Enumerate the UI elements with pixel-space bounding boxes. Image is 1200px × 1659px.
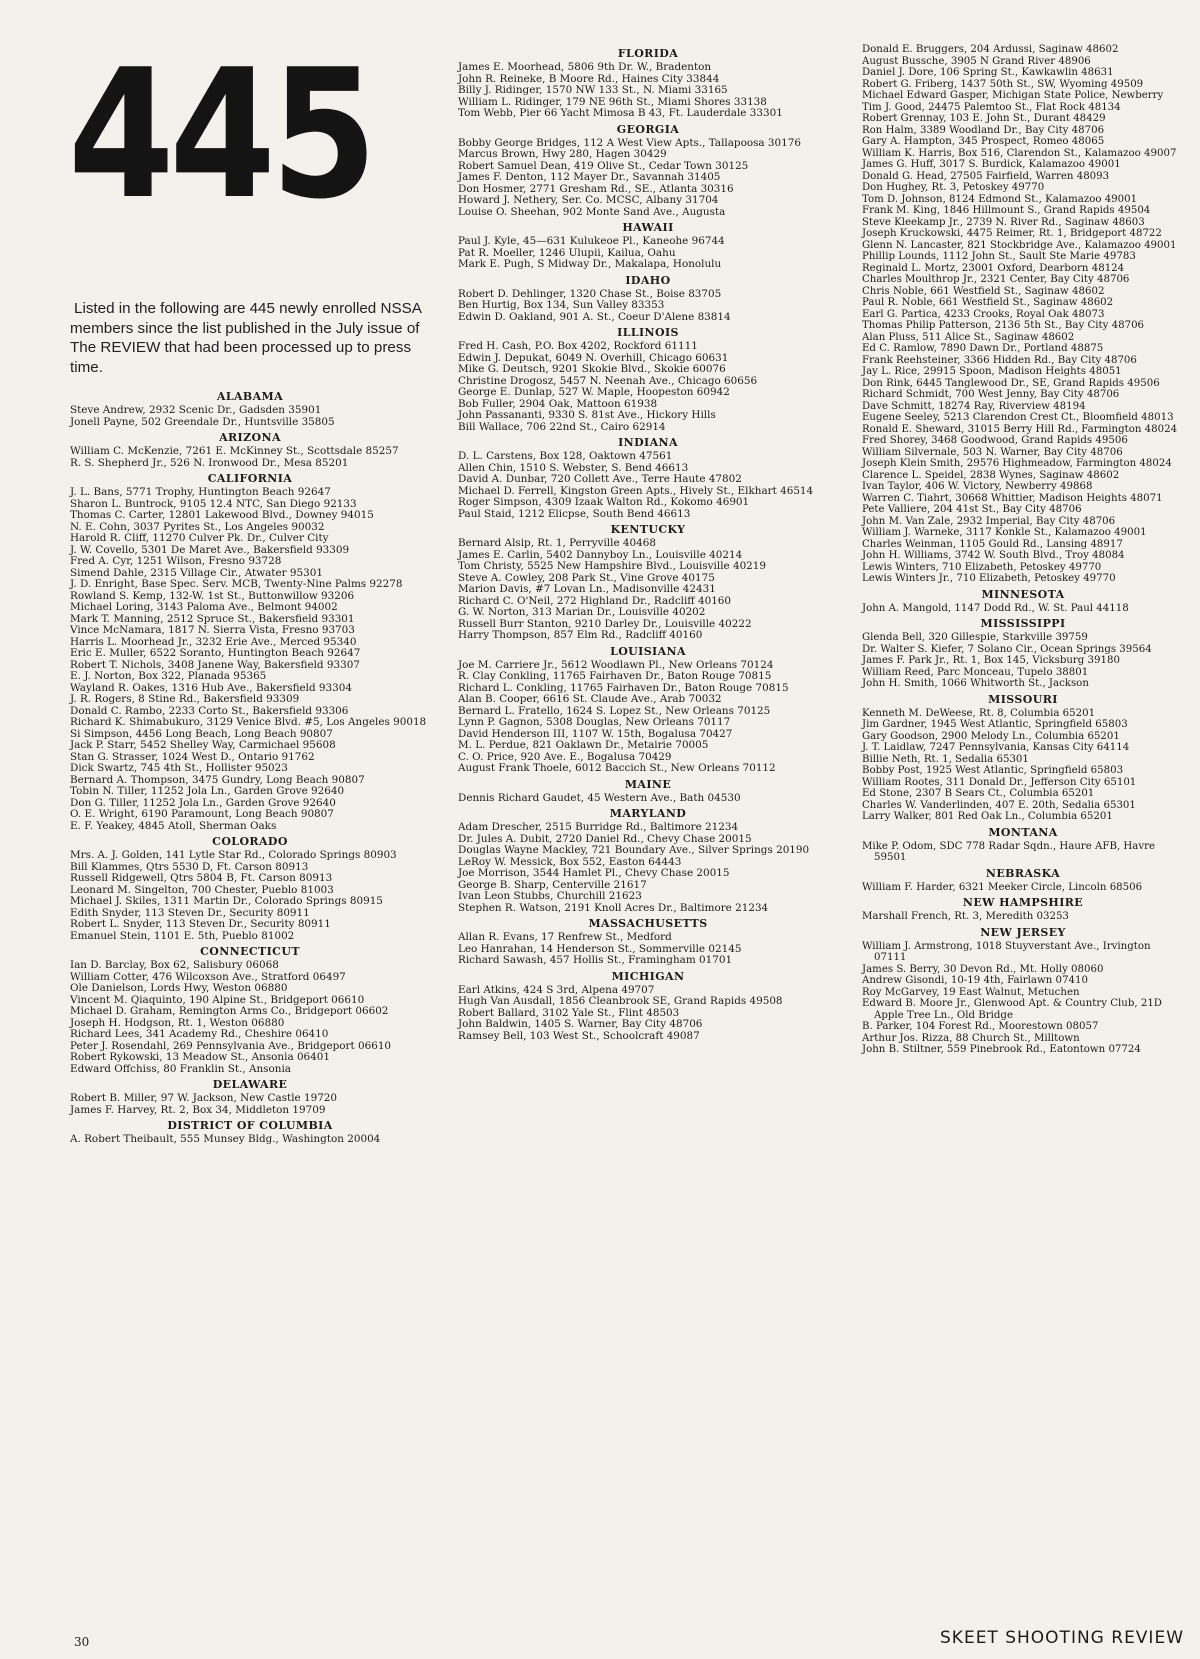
member-entry: R. S. Shepherd Jr., 526 N. Ironwood Dr., Mesa 85201 bbox=[70, 456, 349, 469]
member-entry: Dr. Jules A. Dubit, 2720 Daniel Rd., Chevy Chase 20015 bbox=[458, 832, 752, 845]
member-entry: James E. Moorhead, 5806 9th Dr. W., Bradenton bbox=[458, 61, 712, 73]
member-entry: B. Parker, 104 Forest Rd., Moorestown 08057 bbox=[862, 1021, 1099, 1032]
member-entry: Peter J. Rosendahl, 269 Pennsylvania Ave., Bridgeport 06610 bbox=[70, 1039, 392, 1052]
state-section bbox=[862, 895, 1184, 923]
column-3 bbox=[862, 44, 1184, 1056]
state-section bbox=[458, 220, 838, 271]
state-section bbox=[862, 925, 1184, 1056]
state-heading: MINNESOTA bbox=[981, 587, 1065, 601]
member-entry: Edward Offchiss, 80 Franklin St., Ansonia bbox=[70, 1062, 291, 1075]
member-entry: Stephen R. Watson, 2191 Knoll Acres Dr., Baltimore 21234 bbox=[458, 901, 769, 914]
member-entry: Tom Christy, 5525 New Hampshire Blvd., Louisville 40219 bbox=[458, 560, 767, 572]
state-heading: LOUISIANA bbox=[610, 644, 686, 658]
member-entry: Allan R. Evans, 17 Renfrew St., Medford bbox=[458, 931, 672, 943]
member-entry: Vincent M. Qiaquinto, 190 Alpine St., Bridgeport 06610 bbox=[70, 993, 365, 1006]
member-entry: John A. Mangold, 1147 Dodd Rd., W. St. Paul 44118 bbox=[862, 602, 1129, 614]
member-entry: Harold R. Cliff, 11270 Culver Pk. Dr., Culver City bbox=[70, 532, 329, 544]
member-entry: Jonell Payne, 502 Greendale Dr., Huntsville 35805 bbox=[70, 415, 335, 428]
state-section bbox=[458, 644, 838, 775]
member-entry: Fred Shorey, 3468 Goodwood, Grand Rapids 49506 bbox=[862, 435, 1128, 446]
member-entry: Alan B. Cooper, 6616 St. Claude Ave., Arab 70032 bbox=[458, 693, 722, 705]
member-entry: Bob Fuller, 2904 Oak, Mattoon 61938 bbox=[458, 397, 658, 410]
member-entry: Michael D. Ferrell, Kingston Green Apts., Hively St., Elkhart 46514 bbox=[458, 484, 814, 497]
member-entry: D. L. Carstens, Box 128, Oaktown 47561 bbox=[458, 450, 673, 462]
state-heading: MASSACHUSETTS bbox=[588, 917, 708, 930]
member-entry: Leonard M. Singelton, 700 Chester, Pueblo 81003 bbox=[70, 883, 334, 896]
member-entry: Bobby George Bridges, 112 A West View Apts., Tallapoosa 30176 bbox=[458, 136, 801, 149]
member-entry: Don Hosmer, 2771 Gresham Rd., SE., Atlanta 30316 bbox=[458, 182, 734, 195]
member-entry: Mike G. Deutsch, 9201 Skokie Blvd., Skokie 60076 bbox=[458, 363, 726, 375]
intro-paragraph: Listed in the following are 445 newly enrolled NSSA members since the list published in the July issue of The REVIEW that had been processed up to press time. bbox=[70, 300, 421, 376]
member-entry: Jay L. Rice, 29915 Spoon, Madison Heights 48051 bbox=[862, 366, 1122, 377]
member-entry: G. W. Norton, 313 Marian Dr., Louisville 40202 bbox=[458, 606, 706, 618]
state-heading: NEBRASKA bbox=[985, 866, 1061, 880]
state-section bbox=[70, 1118, 430, 1146]
member-entry: Charles W. Vanderlinden, 407 E. 20th, Sedalia 65301 bbox=[862, 799, 1136, 811]
state-heading: KENTUCKY bbox=[610, 523, 686, 536]
member-entry: Ivan Taylor, 406 W. Victory, Newberry 49868 bbox=[862, 481, 1093, 492]
member-entry: William J. Warneke, 3117 Konkle St., Kalamazoo 49001 bbox=[862, 527, 1147, 538]
member-entry: J. D. Enright, Base Spec. Serv. MCB, Twenty-Nine Palms 92278 bbox=[70, 578, 403, 590]
member-entry: Steve Kleekamp Jr., 2739 N. River Rd., Saginaw 48603 bbox=[862, 216, 1145, 228]
member-entry: James E. Carlin, 5402 Dannyboy Ln., Louisville 40214 bbox=[458, 548, 743, 561]
member-entry: Glenda Bell, 320 Gillespie, Starkville 39759 bbox=[862, 632, 1088, 643]
member-entry: Rowland S. Kemp, 132-W. 1st St., Buttonwillow 93206 bbox=[70, 589, 355, 602]
member-entry: Edith Snyder, 113 Steven Dr., Security 80911 bbox=[70, 906, 310, 919]
member-entry: Don Rink, 6445 Tanglewood Dr., SE, Grand Rapids 49506 bbox=[862, 377, 1160, 389]
publication-title: SKEET SHOOTING REVIEW bbox=[940, 1628, 1184, 1648]
member-entry: Robert T. Nichols, 3408 Janene Way, Bakersfield 93307 bbox=[70, 658, 360, 671]
state-heading: HAWAII bbox=[622, 221, 674, 234]
member-entry: Dave Schmitt, 18274 Ray, Riverview 48194 bbox=[862, 400, 1086, 412]
member-entry: Robert D. Dehlinger, 1320 Chase St., Boise 83705 bbox=[458, 287, 722, 300]
member-entry: Bernard A. Thompson, 3475 Gundry, Long Beach 90807 bbox=[70, 773, 365, 786]
member-entry: Chris Noble, 661 Westfield St., Saginaw 48602 bbox=[862, 285, 1105, 297]
column-2 bbox=[458, 44, 838, 1042]
member-entry: Robert Rykowski, 13 Meadow St., Ansonia 06401 bbox=[70, 1051, 331, 1063]
member-entry: Paul R. Noble, 661 Westfield St., Saginaw 48602 bbox=[862, 297, 1114, 308]
member-entry: Eric E. Muller, 6522 Soranto, Huntington Beach 92647 bbox=[70, 647, 361, 659]
state-heading: MICHIGAN bbox=[611, 969, 685, 983]
member-entry: David Henderson III, 1107 W. 15th, Bogalusa 70427 bbox=[458, 727, 733, 740]
member-entry: Lewis Winters Jr., 710 Elizabeth, Petoskey 49770 bbox=[862, 573, 1116, 584]
member-entry: John M. Van Zale, 2932 Imperial, Bay City 48706 bbox=[862, 515, 1116, 527]
state-heading: FLORIDA bbox=[617, 47, 679, 60]
state-section bbox=[458, 122, 838, 219]
member-entry: Richard K. Shimabukuro, 3129 Venice Blvd. #5, Los Angeles 90018 bbox=[70, 716, 427, 728]
member-entry: William C. McKenzie, 7261 E. McKinney St., Scottsdale 85257 bbox=[70, 445, 399, 457]
member-entry: Sharon L. Buntrock, 9105 12.4 NTC, San Diego 92133 bbox=[70, 497, 357, 510]
member-entry: Reginald L. Mortz, 23001 Oxford, Dearborn 48124 bbox=[862, 262, 1125, 274]
member-entry: Michael J. Skiles, 1311 Martin Dr., Colorado Springs 80915 bbox=[70, 895, 383, 907]
member-entry: Robert B. Miller, 97 W. Jackson, New Castle 19720 bbox=[70, 1092, 338, 1104]
member-entry: Don Hughey, Rt. 3, Petoskey 49770 bbox=[862, 182, 1045, 193]
state-section bbox=[458, 46, 838, 120]
member-entry: Russell Ridgewell, Qtrs 5804 B, Ft. Carson 80913 bbox=[70, 872, 333, 884]
state-section bbox=[862, 616, 1184, 690]
state-heading: INDIANA bbox=[618, 436, 678, 449]
state-section bbox=[862, 44, 1184, 585]
state-section bbox=[70, 430, 430, 469]
member-entry: Bernard Alsip, Rt. 1, Perryville 40468 bbox=[458, 537, 656, 549]
member-entry: Robert G. Friberg, 1437 50th St., SW, Wyoming 49509 bbox=[862, 78, 1144, 90]
member-entry: Paul J. Kyle, 45—631 Kulukeoe Pl., Kaneohe 96744 bbox=[458, 235, 725, 247]
member-entry: Louise O. Sheehan, 902 Monte Sand Ave., Augusta bbox=[458, 205, 726, 218]
member-entry: C. O. Price, 920 Ave. E., Bogalusa 70429 bbox=[458, 750, 672, 763]
member-entry: Robert Ballard, 3102 Yale St., Flint 48503 bbox=[458, 1006, 680, 1019]
member-entry: Emanuel Stein, 1101 E. 5th, Pueblo 81002 bbox=[70, 929, 295, 942]
member-entry: E. J. Norton, Box 322, Planada 95365 bbox=[70, 670, 267, 682]
member-entry: Eugene Seeley, 5213 Clarendon Crest Ct., Bloomfield 48013 bbox=[862, 412, 1174, 423]
state-heading: GEORGIA bbox=[616, 122, 680, 136]
member-entry: Harris L. Moorhead Jr., 3232 Erie Ave., Merced 95340 bbox=[70, 635, 357, 648]
state-list bbox=[458, 46, 838, 1042]
member-entry: William J. Armstrong, 1018 Stuyverstant Ave., Irvington 07111 bbox=[862, 940, 1151, 963]
member-entry: J. T. Laidlaw, 7247 Pennsylvania, Kansas City 64114 bbox=[862, 742, 1130, 753]
state-heading: MISSOURI bbox=[988, 692, 1058, 706]
member-entry: Ivan Leon Stubbs, Churchill 21623 bbox=[458, 890, 642, 902]
state-section bbox=[458, 435, 838, 520]
state-heading: ARIZONA bbox=[219, 431, 281, 444]
member-entry: Richard Lees, 341 Academy Rd., Cheshire 06410 bbox=[70, 1028, 329, 1040]
member-entry: Marshall French, Rt. 3, Meredith 03253 bbox=[862, 911, 1069, 922]
state-section bbox=[862, 866, 1184, 894]
member-entry: James F. Park Jr., Rt. 1, Box 145, Vicksburg 39180 bbox=[862, 655, 1120, 666]
member-entry: Pete Valliere, 204 41st St., Bay City 48706 bbox=[862, 504, 1082, 515]
page-number: 30 bbox=[74, 1635, 90, 1649]
member-entry: Billie Neth, Rt. 1, Sedalia 65301 bbox=[862, 753, 1029, 765]
state-list bbox=[70, 389, 430, 1146]
member-entry: Bill Klammes, Qtrs 5530 D, Ft. Carson 80913 bbox=[70, 860, 309, 873]
member-entry: William K. Harris, Box 516, Clarendon St., Kalamazoo 49007 bbox=[862, 147, 1177, 159]
member-entry: Dick Swartz, 745 4th St., Hollister 95023 bbox=[70, 762, 288, 774]
member-entry: Ed Stone, 2307 B Sears Ct., Columbia 65201 bbox=[862, 788, 1095, 799]
state-section bbox=[458, 522, 838, 642]
state-list bbox=[862, 44, 1184, 1056]
member-entry: Robert Grennay, 103 E. John St., Durant 48429 bbox=[862, 113, 1106, 124]
member-entry: Hugh Van Ausdall, 1856 Cleanbrook SE, Grand Rapids 49508 bbox=[458, 995, 783, 1007]
member-entry: Robert L. Snyder, 113 Steven Dr., Security 80911 bbox=[70, 918, 331, 930]
member-entry: Daniel J. Dore, 106 Spring St., Kawkawlin 48631 bbox=[862, 67, 1114, 78]
member-entry: August Bussche, 3905 N Grand River 48906 bbox=[862, 55, 1091, 67]
member-entry: Ronald E. Sheward, 31015 Berry Hill Rd., Farmington 48024 bbox=[862, 423, 1178, 435]
member-entry: Joseph Klein Smith, 29576 Highmeadow, Farmington 48024 bbox=[862, 458, 1172, 469]
state-heading: ILLINOIS bbox=[617, 326, 679, 339]
member-entry: John B. Stiltner, 559 Pinebrook Rd., Eatontown 07724 bbox=[862, 1044, 1141, 1055]
member-entry: J. R. Rogers, 8 Stine Rd., Bakersfield 93309 bbox=[70, 693, 300, 705]
state-heading: CONNECTICUT bbox=[200, 945, 300, 958]
member-entry: Vince McNamara, 1817 N. Sierra Vista, Fresno 93703 bbox=[70, 624, 355, 636]
member-entry: Roy McGarvey, 19 East Walnut, Metuchen bbox=[862, 986, 1080, 998]
member-entry: Edward B. Moore Jr., Glenwood Apt. & Country Club, 21D Apple Tree Ln., Old Bridge bbox=[862, 998, 1162, 1021]
member-entry: J. L. Bans, 5771 Trophy, Huntington Beach 92647 bbox=[70, 486, 331, 498]
member-entry: John H. Williams, 3742 W. South Blvd., Troy 48084 bbox=[862, 550, 1125, 561]
member-entry: Richard Sawash, 457 Hollis St., Framingham 01701 bbox=[458, 954, 733, 966]
member-entry: Russell Burr Stanton, 9210 Darley Dr., Louisville 40222 bbox=[458, 617, 752, 630]
member-entry: Ian D. Barclay, Box 62, Salisbury 06068 bbox=[70, 959, 279, 971]
state-section bbox=[458, 777, 838, 805]
member-entry: Charles Moulthrop Jr., 2321 Center, Bay City 48706 bbox=[862, 274, 1130, 285]
member-entry: Fred H. Cash, P.O. Box 4202, Rockford 61111 bbox=[458, 340, 698, 352]
member-entry: Frank Reehsteiner, 3366 Hidden Rd., Bay City 48706 bbox=[862, 354, 1137, 366]
member-entry: O. E. Wright, 6190 Paramount, Long Beach 90807 bbox=[70, 808, 334, 820]
member-entry: Douglas Wayne Mackley, 721 Boundary Ave., Silver Springs 20190 bbox=[458, 844, 810, 856]
member-entry: Donald E. Bruggers, 204 Ardussi, Saginaw 48602 bbox=[862, 44, 1119, 55]
member-entry: August Frank Thoele, 6012 Baccich St., New Orleans 70112 bbox=[458, 762, 776, 774]
member-entry: William Silvernale, 503 N. Warner, Bay City 48706 bbox=[862, 446, 1123, 458]
member-entry: N. E. Cohn, 3037 Pyrites St., Los Angeles 90032 bbox=[70, 520, 325, 533]
column-1 bbox=[68, 31, 430, 1146]
member-entry: Marion Davis, #7 Lovan Ln., Madisonville 42431 bbox=[458, 583, 716, 595]
member-entry: Michael D. Graham, Remington Arms Co., Bridgeport 06602 bbox=[70, 1005, 389, 1017]
member-entry: Dennis Richard Gaudet, 45 Western Ave., Bath 04530 bbox=[458, 791, 741, 804]
member-entry: Mark T. Manning, 2512 Spruce St., Bakersfield 93301 bbox=[70, 612, 355, 625]
member-entry: Clarence L. Speidel, 2838 Wynes, Saginaw 48602 bbox=[862, 469, 1120, 481]
member-entry: Earl G. Partica, 4233 Crooks, Royal Oak 48073 bbox=[862, 308, 1105, 320]
member-entry: Andrew Gisondi, 10-19 4th, Fairlawn 07410 bbox=[862, 975, 1088, 986]
member-entry: J. W. Covello, 5301 De Maret Ave., Bakersfield 93309 bbox=[70, 543, 350, 556]
member-entry: James S. Berry, 30 Devon Rd., Mt. Holly 08060 bbox=[862, 963, 1104, 975]
member-entry: John Baldwin, 1405 S. Warner, Bay City 48706 bbox=[458, 1018, 703, 1030]
member-entry: LeRoy W. Messick, Box 552, Easton 64443 bbox=[458, 855, 682, 868]
member-entry: Leo Hanrahan, 14 Henderson St., Sommerville 02145 bbox=[458, 942, 742, 955]
member-entry: Kenneth M. DeWeese, Rt. 8, Columbia 65201 bbox=[862, 707, 1096, 719]
member-entry: William L. Ridinger, 179 NE 96th St., Miami Shores 33138 bbox=[458, 95, 767, 108]
member-entry: Bernard L. Fratello, 1624 S. Lopez St., New Orleans 70125 bbox=[458, 704, 771, 717]
member-entry: Frank M. King, 1846 Hillmount S., Grand Rapids 49504 bbox=[862, 205, 1151, 216]
member-entry: Gary Goodson, 2900 Melody Ln., Columbia 65201 bbox=[862, 730, 1120, 742]
state-section bbox=[458, 969, 838, 1043]
member-entry: George E. Dunlap, 527 W. Maple, Hoopeston 60942 bbox=[458, 386, 730, 398]
member-entry: David A. Dunbar, 720 Collett Ave., Terre Haute 47802 bbox=[458, 473, 742, 485]
member-entry: Paul Staid, 1212 Elicpse, South Bend 46613 bbox=[458, 507, 691, 520]
member-entry: William Reed, Parc Monceau, Tupelo 38801 bbox=[862, 666, 1089, 678]
member-entry: Edwin J. Depukat, 6049 N. Overhill, Chicago 60631 bbox=[458, 351, 729, 364]
member-entry: Jim Gardner, 1945 West Atlantic, Springfield 65803 bbox=[862, 719, 1128, 730]
member-entry: Stan G. Strasser, 1024 West D., Ontario 91762 bbox=[70, 750, 315, 763]
state-section bbox=[458, 916, 838, 967]
member-entry: Mike P. Odom, SDC 778 Radar Sqdn., Haure AFB, Havre 59501 bbox=[862, 840, 1156, 863]
state-section bbox=[458, 325, 838, 433]
member-entry: Roger Simpson, 4309 Izaak Walton Rd., Kokomo 46901 bbox=[458, 496, 750, 508]
member-entry: Mark E. Pugh, S Midway Dr., Makalapa, Honolulu bbox=[458, 258, 722, 270]
state-section bbox=[458, 273, 838, 324]
member-entry: Lewis Winters, 710 Elizabeth, Petoskey 49770 bbox=[862, 561, 1102, 573]
member-entry: Glenn N. Lancaster, 821 Stockbridge Ave., Kalamazoo 49001 bbox=[862, 239, 1177, 251]
member-entry: Steve A. Cowley, 208 Park St., Vine Grove 40175 bbox=[458, 571, 715, 584]
state-section bbox=[70, 834, 430, 942]
state-heading: ALABAMA bbox=[216, 390, 284, 403]
member-entry: E. F. Yeakey, 4845 Atoll, Sherman Oaks bbox=[70, 819, 277, 832]
member-entry: James F. Harvey, Rt. 2, Box 34, Middleton 19709 bbox=[70, 1103, 326, 1116]
member-entry: Adam Drescher, 2515 Burridge Rd., Baltimore 21234 bbox=[458, 821, 739, 833]
member-entry: James F. Denton, 112 Mayer Dr., Savannah 31405 bbox=[458, 171, 721, 183]
member-entry: Ben Hurtig, Box 134, Sun Valley 83353 bbox=[458, 299, 665, 311]
member-entry: Fred A. Cyr, 1251 Wilson, Fresno 93728 bbox=[70, 555, 282, 567]
state-section bbox=[70, 944, 430, 1075]
member-entry: Donald C. Rambo, 2233 Corto St., Bakersfield 93306 bbox=[70, 704, 349, 717]
member-entry: Tobin N. Tiller, 11252 Jola Ln., Garden Grove 92640 bbox=[70, 785, 345, 797]
member-entry: Warren C. Tiahrt, 30668 Whittier, Madison Heights 48071 bbox=[862, 492, 1163, 504]
member-entry: M. L. Perdue, 821 Oaklawn Dr., Metairie 70005 bbox=[458, 739, 709, 751]
headline-number: 445 bbox=[68, 31, 373, 238]
member-entry: Earl Atkins, 424 S 3rd, Alpena 49707 bbox=[458, 983, 655, 996]
member-entry: Joseph Kruckowski, 4475 Reimer, Rt. 1, Bridgeport 48722 bbox=[862, 228, 1162, 239]
state-heading: DELAWARE bbox=[212, 1078, 288, 1091]
state-section bbox=[70, 1077, 430, 1116]
state-section bbox=[458, 806, 838, 914]
member-entry: John H. Smith, 1066 Whitworth St., Jackson bbox=[862, 678, 1089, 689]
member-entry: Donald G. Head, 27505 Fairfield, Warren 48093 bbox=[862, 170, 1110, 182]
member-entry: Bobby Post, 1925 West Atlantic, Springfield 65803 bbox=[862, 765, 1124, 776]
member-entry: Tom D. Johnson, 8124 Edmond St., Kalamazoo 49001 bbox=[862, 193, 1138, 205]
member-entry: R. Clay Conkling, 11765 Fairhaven Dr., Baton Rouge 70815 bbox=[458, 670, 772, 682]
member-entry: Richard Schmidt, 700 West Jenny, Bay City 48706 bbox=[862, 389, 1120, 400]
member-entry: Tim J. Good, 24475 Palemtoo St., Flat Rock 48134 bbox=[862, 101, 1121, 113]
member-entry: A. Robert Theibault, 555 Munsey Bldg., Washington 20004 bbox=[70, 1133, 381, 1145]
member-entry: Ed C. Ramlow, 7890 Dawn Dr., Portland 48875 bbox=[862, 343, 1104, 354]
member-entry: Michael Edward Gasper, Michigan State Police, Newberry bbox=[862, 90, 1164, 101]
state-heading: MARYLAND bbox=[609, 807, 687, 820]
member-entry: Harry Thompson, 857 Elm Rd., Radcliff 40160 bbox=[458, 629, 703, 641]
state-heading: MISSISSIPPI bbox=[980, 617, 1066, 630]
state-heading: NEW JERSEY bbox=[980, 925, 1066, 939]
member-entry: Joe Morrison, 3544 Hamlet Pl., Chevy Chase 20015 bbox=[458, 867, 730, 879]
member-entry: Allen Chin, 1510 S. Webster, S. Bend 46613 bbox=[458, 461, 689, 474]
member-entry: Ron Halm, 3389 Woodland Dr., Bay City 48706 bbox=[862, 124, 1105, 136]
state-heading: MONTANA bbox=[988, 825, 1058, 839]
member-entry: Howard J. Nethery, Ser. Co. MCSC, Albany 31704 bbox=[458, 194, 719, 206]
member-entry: Pat R. Moeller, 1246 Ulupii, Kailua, Oahu bbox=[458, 246, 676, 259]
state-heading: COLORADO bbox=[212, 835, 288, 848]
member-entry: Thomas Philip Patterson, 2136 5th St., Bay City 48706 bbox=[862, 320, 1145, 331]
member-entry: Larry Walker, 801 Red Oak Ln., Columbia 65201 bbox=[862, 811, 1113, 822]
state-section bbox=[862, 692, 1184, 823]
member-entry: Marcus Brown, Hwy 280, Hagen 30429 bbox=[458, 148, 667, 160]
member-entry: Simend Dahle, 2315 Village Cir., Atwater 95301 bbox=[70, 566, 323, 579]
state-heading: IDAHO bbox=[625, 273, 671, 287]
member-entry: Arthur Jos. Rizza, 88 Church St., Milltown bbox=[862, 1032, 1080, 1044]
member-entry: William F. Harder, 6321 Meeker Circle, Lincoln 68506 bbox=[862, 881, 1143, 893]
member-entry: Michael Loring, 3143 Paloma Ave., Belmont 94002 bbox=[70, 601, 338, 613]
state-section bbox=[70, 389, 430, 428]
member-entry: Richard L. Conkling, 11765 Fairhaven Dr., Baton Rouge 70815 bbox=[458, 681, 789, 694]
state-heading: CALIFORNIA bbox=[207, 472, 293, 485]
state-section bbox=[70, 471, 430, 832]
member-entry: Billy J. Ridinger, 1570 NW 133 St., N. Miami 33165 bbox=[458, 84, 728, 96]
member-entry: Dr. Walter S. Kiefer, 7 Solano Cir., Ocean Springs 39564 bbox=[862, 643, 1152, 655]
member-entry: Phillip Lounds, 1112 John St., Sault Ste Marie 49783 bbox=[862, 251, 1136, 262]
member-entry: Don G. Tiller, 11252 Jola Ln., Garden Grove 92640 bbox=[70, 796, 336, 809]
member-entry: John Passananti, 9330 S. 81st Ave., Hickory Hills bbox=[458, 409, 716, 421]
member-entry: George B. Sharp, Centerville 21617 bbox=[458, 878, 647, 891]
member-entry: Jack P. Starr, 5452 Shelley Way, Carmichael 95608 bbox=[70, 739, 336, 751]
member-entry: Tom Webb, Pier 66 Yacht Mimosa B 43, Ft. Lauderdale 33301 bbox=[458, 107, 783, 119]
member-entry: Christine Drogosz, 5457 N. Neenah Ave., Chicago 60656 bbox=[458, 374, 758, 387]
member-entry: Steve Andrew, 2932 Scenic Dr., Gadsden 35901 bbox=[70, 404, 322, 416]
member-entry: Wayland R. Oakes, 1316 Hub Ave., Bakersfield 93304 bbox=[70, 681, 352, 694]
member-entry: Gary A. Hampton, 345 Prospect, Romeo 48065 bbox=[862, 136, 1105, 147]
member-entry: Joe M. Carriere Jr., 5612 Woodlawn Pl., New Orleans 70124 bbox=[458, 658, 774, 671]
member-entry: John R. Reineke, B Moore Rd., Haines City 33844 bbox=[458, 72, 720, 85]
member-entry: Alan Pluss, 511 Alice St., Saginaw 48602 bbox=[862, 331, 1075, 343]
state-heading: NEW HAMPSHIRE bbox=[962, 896, 1084, 909]
member-entry: Si Simpson, 4456 Long Beach, Long Beach 90807 bbox=[70, 727, 333, 740]
state-heading: MAINE bbox=[624, 777, 672, 791]
member-entry: William Rootes, 311 Donald Dr., Jefferson City 65101 bbox=[862, 776, 1137, 788]
state-heading: DISTRICT OF COLUMBIA bbox=[167, 1119, 333, 1132]
member-entry: Lynn P. Gagnon, 5308 Douglas, New Orleans 70117 bbox=[458, 716, 731, 728]
state-section bbox=[862, 587, 1184, 615]
member-entry: Charles Weinman, 1105 Gould Rd., Lansing 48917 bbox=[862, 538, 1123, 550]
member-entry: Thomas C. Carter, 12801 Lakewood Blvd., Downey 94015 bbox=[70, 509, 374, 521]
member-entry: Joseph H. Hodgson, Rt. 1, Weston 06880 bbox=[70, 1016, 285, 1029]
member-entry: Edwin D. Oakland, 901 A. St., Coeur D'Alene 83814 bbox=[458, 310, 731, 323]
member-entry: Ramsey Bell, 103 West St., Schoolcraft 49087 bbox=[458, 1029, 700, 1042]
member-entry: Mrs. A. J. Golden, 141 Lytle Star Rd., Colorado Springs 80903 bbox=[70, 849, 397, 861]
member-entry: Bill Wallace, 706 22nd St., Cairo 62914 bbox=[458, 420, 666, 433]
member-entry: William Cotter, 476 Wilcoxson Ave., Stratford 06497 bbox=[70, 970, 346, 983]
state-section bbox=[862, 825, 1184, 864]
member-entry: Richard C. O'Neil, 272 Highland Dr., Radcliff 40160 bbox=[458, 594, 732, 607]
member-entry: Ole Danielson, Lords Hwy, Weston 06880 bbox=[70, 982, 288, 994]
member-entry: James G. Huff, 3017 S. Burdick, Kalamazoo 49001 bbox=[862, 159, 1121, 170]
member-entry: Robert Samuel Dean, 419 Olive St., Cedar Town 30125 bbox=[458, 159, 749, 172]
